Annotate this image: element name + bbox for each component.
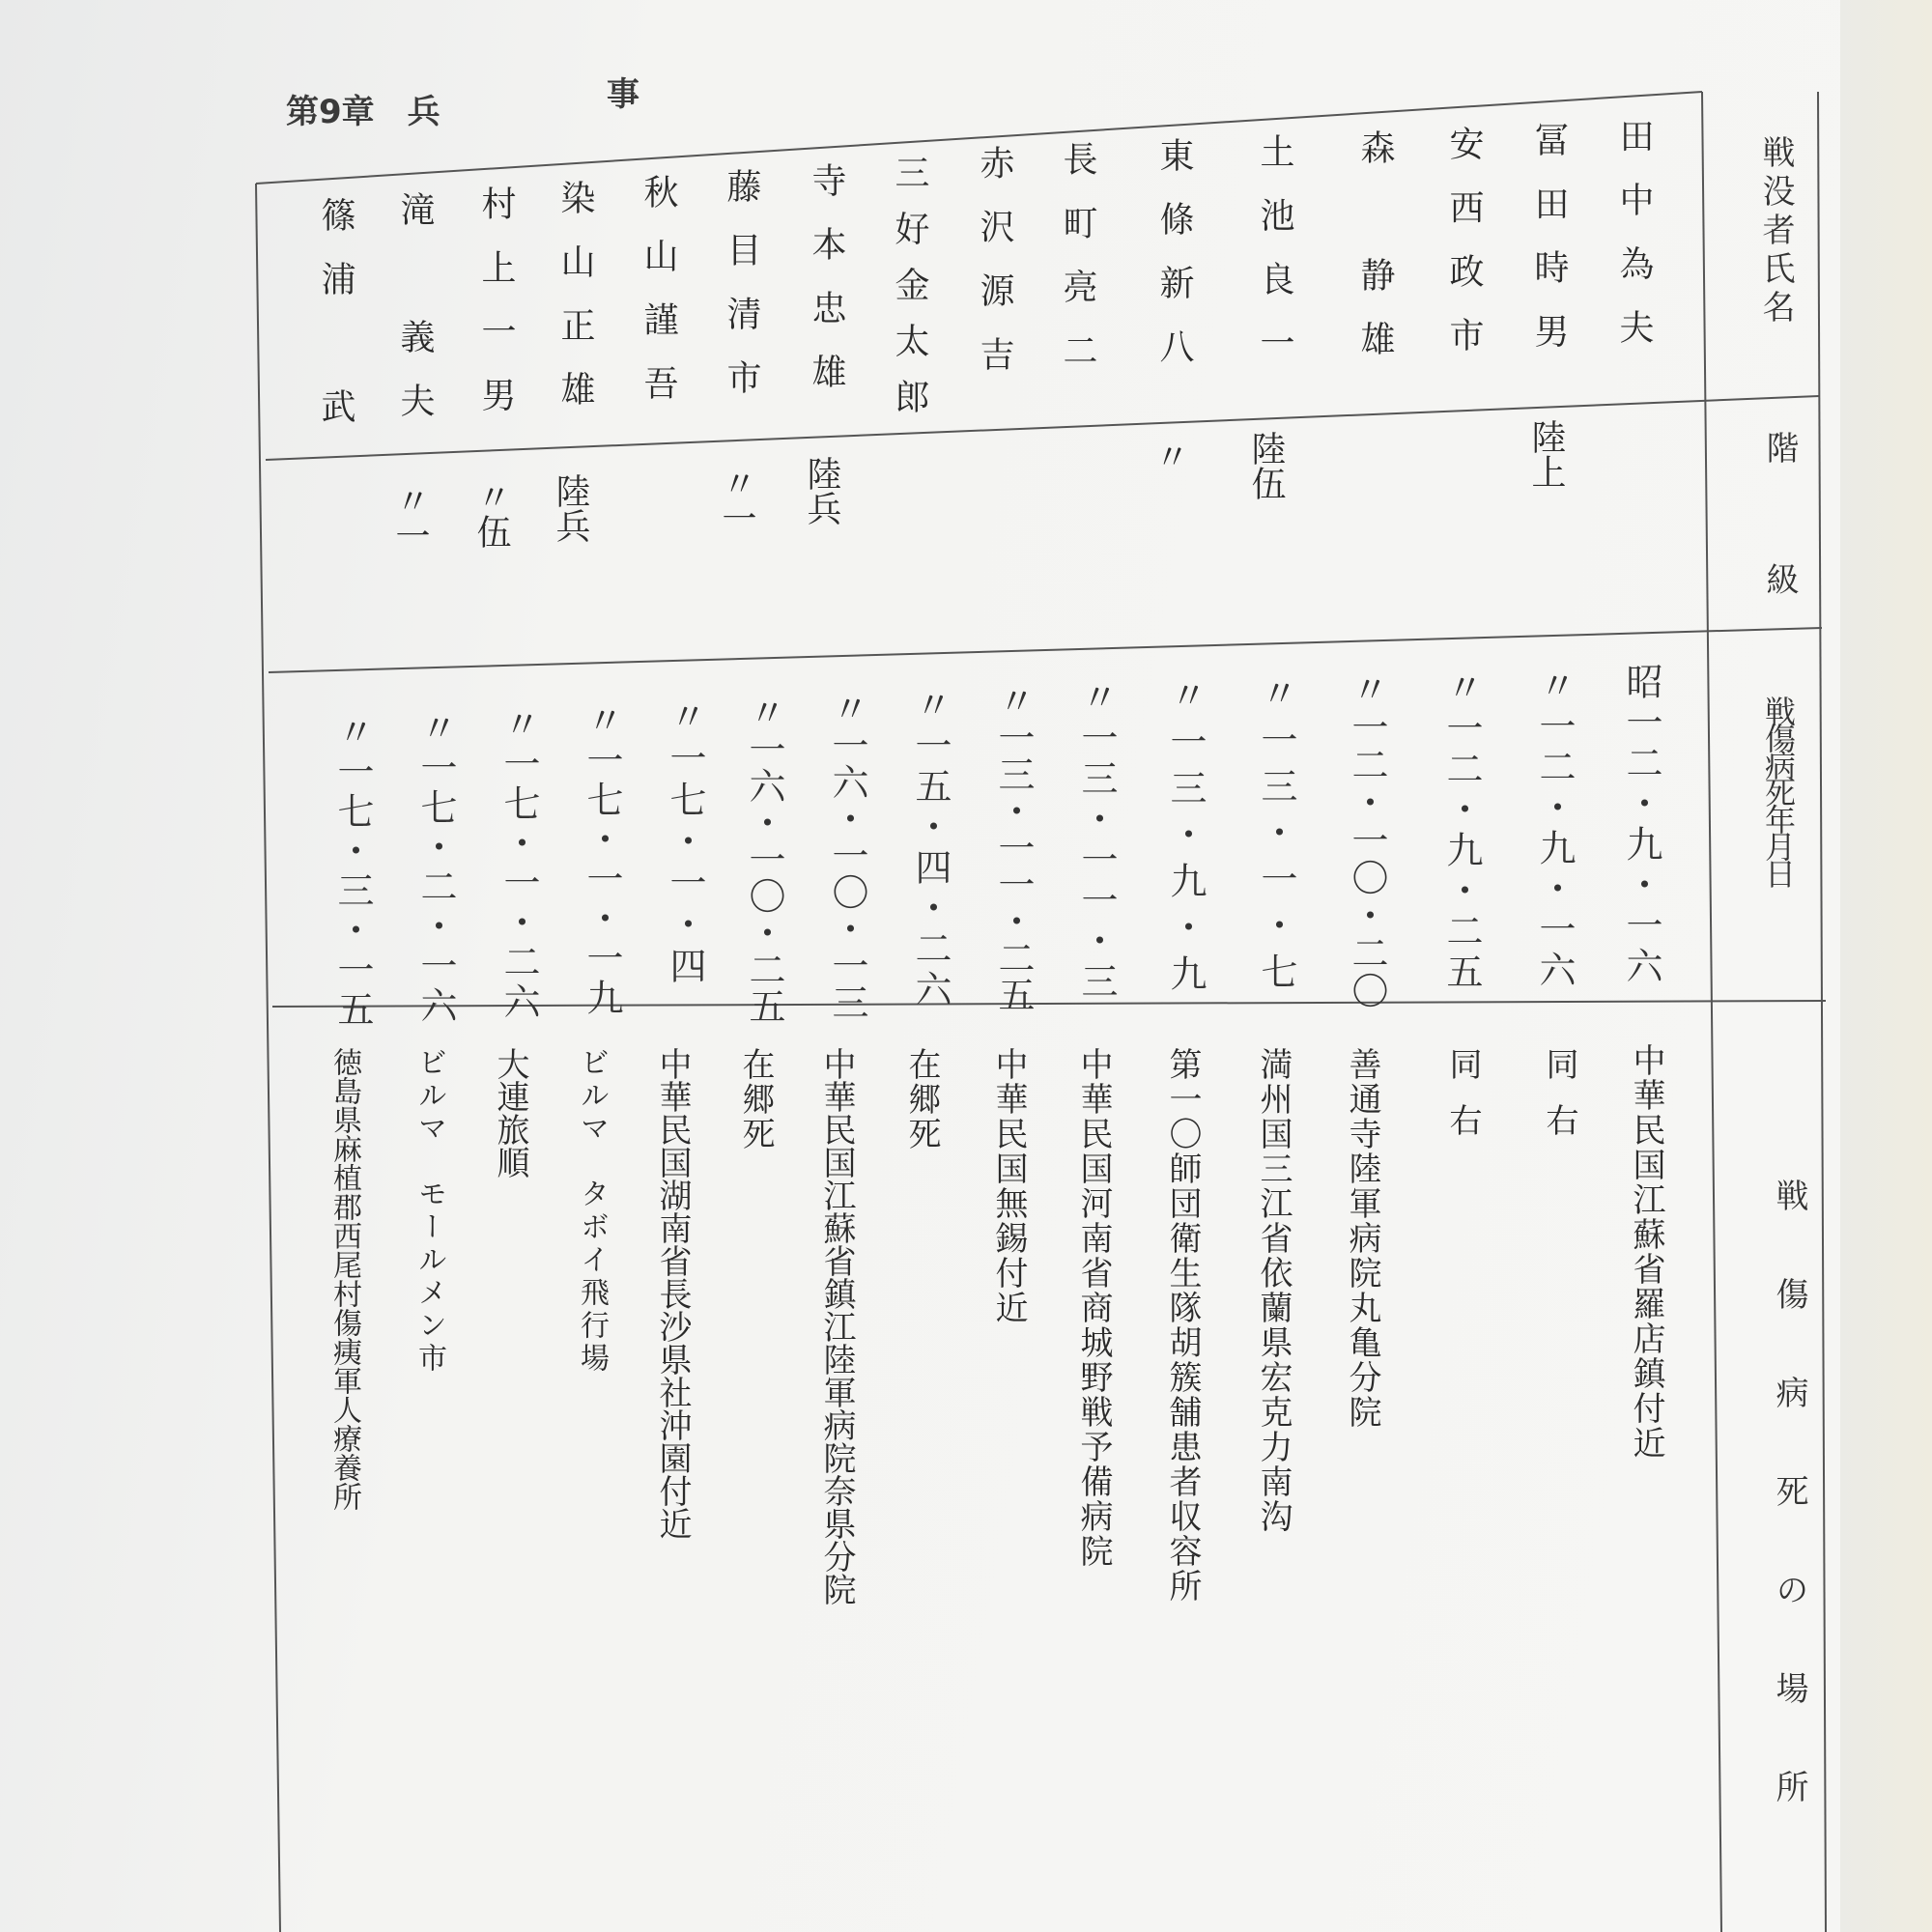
table-row-name: 長町亮二 [1058, 141, 1097, 396]
table-row-name: 篠浦 武 [316, 197, 355, 452]
table-row-place: 善通寺陸軍病院丸亀分院 [1343, 1047, 1381, 1430]
table-row-name: 寺本忠雄 [807, 162, 846, 417]
table-row-place: 大連旅順 [491, 1047, 529, 1179]
header-rank-a: 階 [1760, 431, 1799, 464]
table-row-date: 昭一二・九・一六 [1620, 663, 1662, 987]
table-row-place: 徳島県麻植郡西尾村傷痍軍人療養所 [327, 1047, 361, 1511]
table-row-name: 秋山謹吾 [639, 174, 678, 429]
table-row-date: 〃一二・九・一六 [1533, 667, 1576, 991]
table-row-rank: 〃一 [390, 483, 430, 553]
table-row-place: 満州国三江省依蘭県宏克力南沟 [1254, 1047, 1293, 1534]
table-row-place: 在郷死 [736, 1047, 775, 1151]
table-row-date: 〃一三・九・九 [1164, 676, 1207, 1001]
table-row-date: 〃一三・一一・三 [1075, 678, 1118, 1003]
header-name: 戦没者氏名 [1756, 135, 1795, 328]
table-row-date: 〃一七・二・一六 [414, 709, 457, 1026]
table-row-date: 〃一三・一・七 [1255, 674, 1297, 999]
table-row-date: 〃一七・三・一五 [331, 713, 374, 1030]
table-row-name: 染山正雄 [555, 180, 595, 435]
table-row-name: 三好金太郎 [890, 155, 929, 435]
table-row-place: 中華民国江蘇省鎮江陸軍病院奈県分院 [817, 1047, 856, 1605]
table-row-date: 〃一五・四・二六 [909, 686, 952, 1010]
table-row-name: 土池良一 [1255, 133, 1294, 388]
table-row-rank: 陸上 [1526, 419, 1566, 489]
table-row-place: 同右 [1443, 1047, 1482, 1159]
header-rank-b: 級 [1760, 562, 1799, 595]
chapter-subject-1: 兵 [407, 93, 440, 131]
chapter-subject-2: 事 [607, 75, 639, 114]
table-row-rank: 〃一 [717, 466, 756, 535]
table-row-name: 田中為夫 [1614, 118, 1654, 373]
right-border [1702, 92, 1721, 1932]
left-border [256, 184, 280, 1932]
table-row-date: 〃一七・一・二六 [497, 705, 540, 1022]
header-place: 戦傷病死の場所 [1770, 1179, 1808, 1868]
rule-rank-date [269, 628, 1822, 672]
table-row-name: 冨田時男 [1529, 122, 1569, 377]
outer-right-border [1818, 92, 1826, 1932]
table-row-date: 〃一七・一・一九 [581, 701, 623, 1018]
table-row-date: 〃一六・一〇・一三 [826, 690, 868, 1020]
table-row-name: 安西政市 [1444, 126, 1484, 381]
table-row-name: 藤目清市 [722, 168, 761, 423]
table-row-rank: 陸兵 [551, 473, 590, 543]
table-row-rank: 〃伍 [471, 479, 511, 549]
table-row-place: 同右 [1540, 1047, 1578, 1159]
chapter-number: 第9章 [286, 93, 375, 131]
table-row-date: 〃一三・一一・二五 [992, 682, 1035, 1012]
table-row-place: 第一〇師団衛生隊胡簇舗患者収容所 [1163, 1047, 1202, 1604]
table-row-place: 中華民国湖南省長沙県社沖園付近 [653, 1047, 692, 1540]
table-row-place: 在郷死 [902, 1047, 941, 1151]
table-row-name: 村上一男 [476, 185, 516, 440]
table-row-date: 〃一二・九・二五 [1440, 668, 1483, 993]
table-row-name: 赤沢源吉 [975, 145, 1014, 400]
table-row-name: 森 静雄 [1355, 129, 1395, 384]
table-row-rank: 陸兵 [802, 456, 841, 526]
table-row-place: 中華民国江蘇省羅店鎮付近 [1627, 1043, 1665, 1461]
table-row-date: 〃一七・一・四 [664, 697, 706, 988]
table-row-place: 中華民国河南省商城野戦予備病院 [1074, 1047, 1113, 1569]
table-row-place: 中華民国無錫付近 [989, 1047, 1028, 1325]
table-row-name: 滝 義夫 [395, 191, 435, 446]
header-date: 戦傷病死年月日 [1760, 696, 1797, 885]
table-row-place: ビルマ タボイ飛行場 [575, 1047, 609, 1376]
table-row-rank: 陸伍 [1246, 431, 1286, 500]
table-row-date: 〃一六・一〇・二五 [743, 694, 785, 1024]
table-row-name: 東條新八 [1154, 137, 1194, 392]
table-row-place: ビルマ モールメン市 [412, 1047, 446, 1376]
table-row-rank: 〃 [1150, 439, 1189, 473]
table-row-date: 〃一二・一〇・二〇 [1346, 670, 1388, 1009]
